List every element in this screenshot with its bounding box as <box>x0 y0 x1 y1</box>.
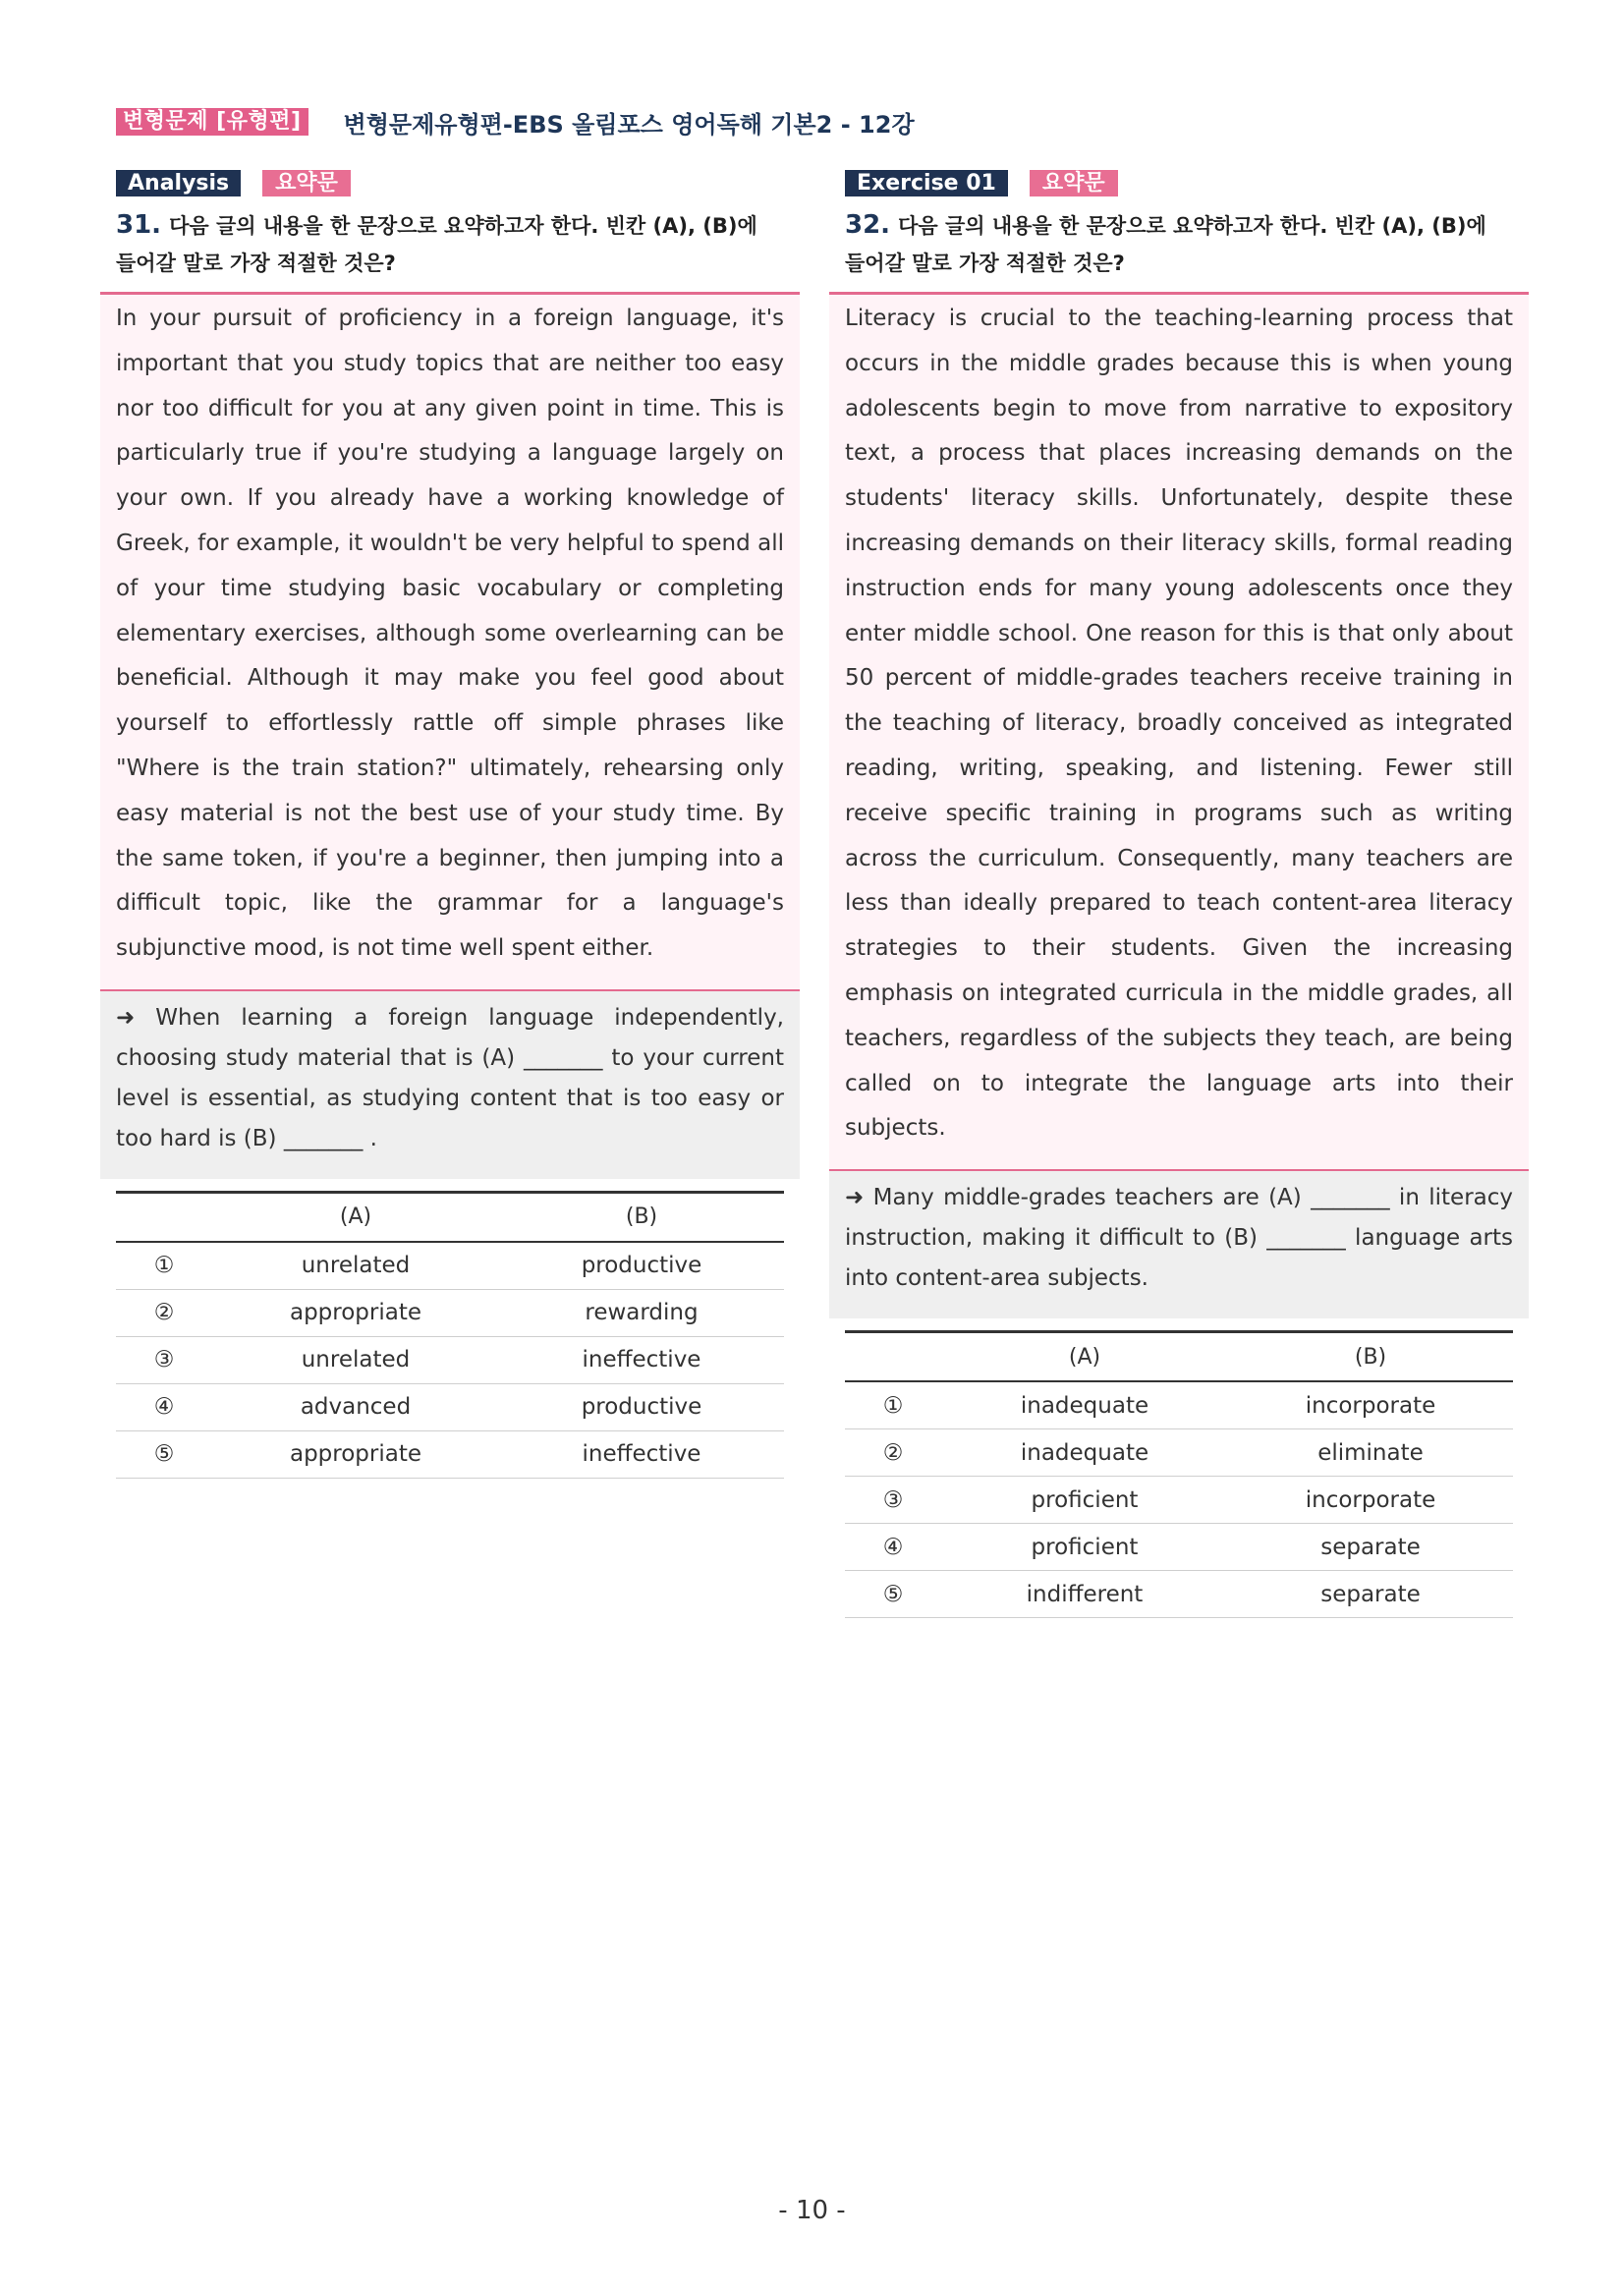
option-row[interactable] <box>116 1336 784 1383</box>
option-number: ④ <box>116 1383 212 1430</box>
option-b: incorporate <box>1228 1381 1513 1429</box>
passage-text: Literacy is crucial to the teaching-learning process that occurs in the middle grades because this is when young adolescents begin to move from narrative to expository text, a process that places increasing demands on the students' literacy skills. Unfortunately, despite these increasing demands on their literacy skills, formal reading instruction ends for many young adolescents once they enter middle school. One reason for this is that only about 50 percent of middle-grades teachers receive training in the teaching of literacy, broadly conceived as integrated reading, writing, speaking, and listening. Fewer still receive specific training in programs such as writing across the curriculum. Consequently, many teachers are less than ideally prepared to teach content-area literacy strategies to their students. Given the increasing emphasis on integrated curricula in the middle grades, all teachers, regardless of the subjects they teach, are being called on to integrate the language arts into their subjects. <box>829 292 1529 1171</box>
option-row[interactable] <box>116 1383 784 1430</box>
section-label: Exercise 01 <box>845 170 1008 196</box>
option-b: separate <box>1228 1524 1513 1571</box>
options-header-a: (A) <box>941 1332 1228 1382</box>
option-row[interactable] <box>116 1430 784 1478</box>
option-number: ⑤ <box>116 1430 212 1478</box>
option-a: inadequate <box>941 1429 1228 1477</box>
option-number: ⑤ <box>845 1571 941 1618</box>
option-number: ① <box>845 1381 941 1429</box>
options-header-a: (A) <box>212 1192 499 1242</box>
option-number: ③ <box>845 1477 941 1524</box>
option-b: productive <box>499 1242 784 1290</box>
option-a: proficient <box>941 1524 1228 1571</box>
option-a: unrelated <box>212 1242 499 1290</box>
option-row[interactable] <box>116 1242 784 1290</box>
option-a: appropriate <box>212 1430 499 1478</box>
option-row[interactable] <box>845 1429 1513 1477</box>
option-row[interactable] <box>845 1477 1513 1524</box>
option-number: ② <box>116 1289 212 1336</box>
question-prompt: 다음 글의 내용을 한 문장으로 요약하고자 한다. 빈칸 (A), (B)에 들어갈 말로 가장 적절한 것은? <box>116 214 757 275</box>
option-b: incorporate <box>1228 1477 1513 1524</box>
section-sublabel: 요약문 <box>262 170 351 196</box>
section-labels <box>116 169 784 196</box>
option-b: ineffective <box>499 1430 784 1478</box>
summary-sentence: ➜ When learning a foreign language independently, choosing study material that is (A) _______ to your current level is essential, as studying content that is too easy or too hard is (B) _______ . <box>100 991 800 1179</box>
options-header-row <box>845 1332 1513 1382</box>
header-title: 변형문제유형편-EBS 올림포스 영어독해 기본2 - 12강 <box>343 110 915 139</box>
section-labels <box>845 169 1513 196</box>
option-row[interactable] <box>845 1571 1513 1618</box>
option-b: eliminate <box>1228 1429 1513 1477</box>
question-32-column <box>845 169 1513 1618</box>
summary-sentence: ➜ Many middle-grades teachers are (A) _______ in literacy instruction, making it difficult to (B) _______ language arts into content-area subjects. <box>829 1171 1529 1318</box>
option-a: indifferent <box>941 1571 1228 1618</box>
option-a: unrelated <box>212 1336 499 1383</box>
answer-options-table <box>845 1330 1513 1618</box>
option-number: ① <box>116 1242 212 1290</box>
answer-options-table <box>116 1191 784 1479</box>
option-number: ③ <box>116 1336 212 1383</box>
option-row[interactable] <box>116 1289 784 1336</box>
option-b: rewarding <box>499 1289 784 1336</box>
question-title <box>845 206 1513 282</box>
section-label: Analysis <box>116 170 241 196</box>
option-a: inadequate <box>941 1381 1228 1429</box>
question-number: 32. <box>845 210 891 240</box>
option-number: ② <box>845 1429 941 1477</box>
options-header-row <box>116 1192 784 1242</box>
page-number: - 10 - <box>778 2196 846 2225</box>
header-tag: 변형문제 [유형편] <box>116 108 308 136</box>
option-row[interactable] <box>845 1381 1513 1429</box>
question-number: 31. <box>116 210 162 240</box>
question-31-column <box>116 169 784 1479</box>
passage-text: In your pursuit of proficiency in a foreign language, it's important that you study topics that are neither too easy nor too difficult for you at any given point in time. This is particularly true if you're studying a language largely on your own. If you already have a working knowledge of Greek, for example, it wouldn't be very helpful to spend all of your time studying basic vocabulary or completing elementary exercises, although some overlearning can be beneficial. Although it may make you feel good about yourself to effortlessly rattle off simple phrases like "Where is the train station?" ultimately, rehearsing only easy material is not the best use of your study time. By the same token, if you're a beginner, then jumping into a difficult topic, like the grammar for a language's subjunctive mood, is not time well spent either. <box>100 292 800 991</box>
option-b: ineffective <box>499 1336 784 1383</box>
options-header-number <box>845 1332 941 1382</box>
options-header-b: (B) <box>499 1192 784 1242</box>
question-title <box>116 206 784 282</box>
option-row[interactable] <box>845 1524 1513 1571</box>
option-a: proficient <box>941 1477 1228 1524</box>
option-number: ④ <box>845 1524 941 1571</box>
option-a: advanced <box>212 1383 499 1430</box>
options-header-b: (B) <box>1228 1332 1513 1382</box>
question-prompt: 다음 글의 내용을 한 문장으로 요약하고자 한다. 빈칸 (A), (B)에 들어갈 말로 가장 적절한 것은? <box>845 214 1486 275</box>
page-header <box>116 106 915 138</box>
section-sublabel: 요약문 <box>1030 170 1118 196</box>
options-header-number <box>116 1192 212 1242</box>
option-b: productive <box>499 1383 784 1430</box>
option-b: separate <box>1228 1571 1513 1618</box>
option-a: appropriate <box>212 1289 499 1336</box>
